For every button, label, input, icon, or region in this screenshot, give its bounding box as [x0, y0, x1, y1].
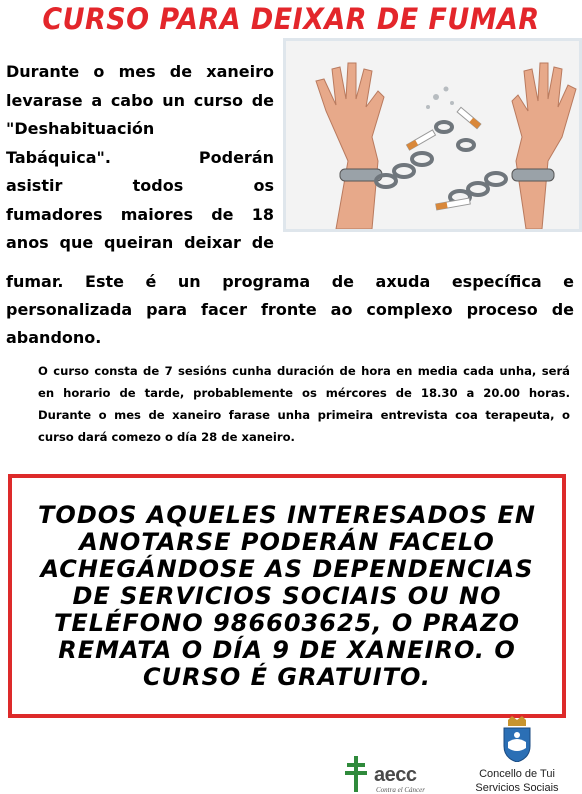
intro-line: levarase a cabo un curso de: [6, 90, 274, 110]
tui-coat-of-arms-icon: [500, 716, 534, 762]
aecc-logo: [342, 756, 442, 794]
aecc-cross-icon: [342, 756, 370, 792]
tui-department-name: Servicios Sociais: [475, 782, 559, 794]
aecc-tagline: Contra el Cáncer: [376, 786, 425, 794]
aecc-wordmark: aecc: [374, 764, 417, 786]
intro-line: fumadores maiores de 18: [6, 204, 274, 224]
intro-line: anos que queiran deixar de: [6, 233, 274, 252]
registration-callout-text: TODOS AQUELES INTERESADOS EN ANOTARSE PODERÁN FACELO ACHEGÁNDOSE AS DEPENDENCIAS DE SERVICIOS SOCIAIS OU NO TELÉFONO 986603625, O PRAZO REMATA O DÍA 9 DE XANEIRO. O CURSO É GRATUITO.: [38, 500, 536, 691]
course-details-paragraph: O curso consta de 7 sesións cunha duración de hora en media cada unha, será en horario de tarde, probablemente os mércores de 18.30 a 20.00 horas. Durante o mes de xaneiro farase unha primeira entrevista coa terapeuta, o curso dará comezo o día 28 de xaneiro.: [38, 364, 570, 444]
registration-callout-box: [8, 474, 566, 718]
intro-line: asistir todos os: [6, 176, 274, 195]
hands-breaking-chains-image: [283, 38, 582, 232]
intro-paragraph: [6, 58, 274, 258]
tui-council-name: Concello de Tui: [479, 768, 555, 780]
poster-title: CURSO PARA DEIXAR DE FUMAR: [42, 2, 540, 36]
concello-tui-logo: [462, 716, 572, 794]
intro-line: Durante o mes de xaneiro: [6, 62, 274, 81]
hands-chains-illustration: [286, 41, 579, 229]
intro-line: Tabáquica". Poderán: [6, 147, 274, 167]
intro-continuation: fumar. Este é un programa de axuda específica e personalizada para facer fronte ao complexo proceso de abandono.: [6, 272, 574, 347]
intro-line: "Deshabituación: [6, 119, 155, 138]
